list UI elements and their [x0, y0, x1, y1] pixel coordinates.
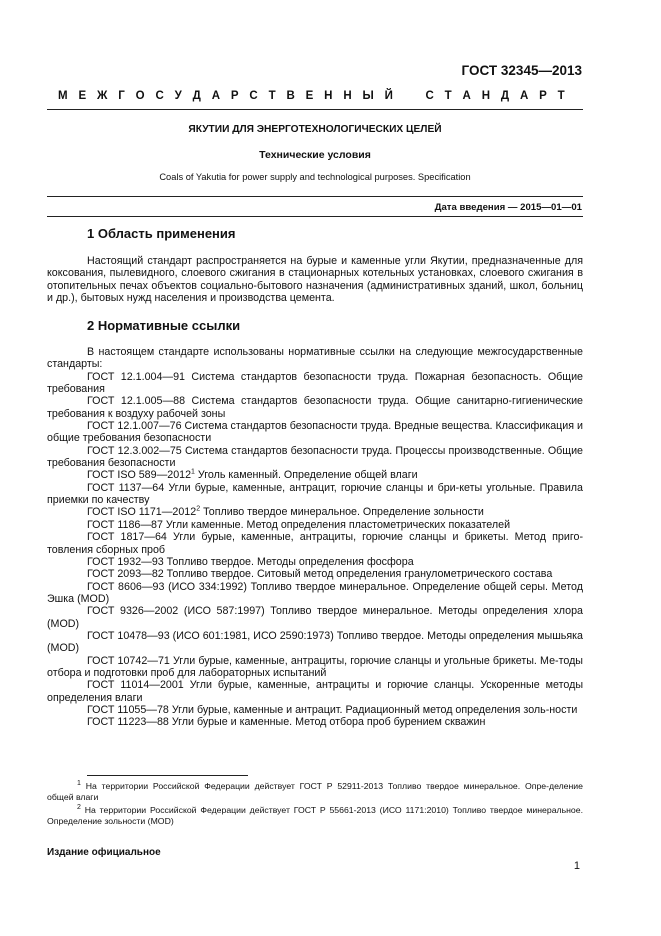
interstate-letter: Р	[539, 90, 547, 102]
reference-item: ГОСТ 1137—64 Угли бурые, каменные, антрацит, горючие сланцы и бри-кеты угольные. Правила приемки по качеству	[47, 481, 583, 507]
interstate-letter: А	[211, 90, 221, 102]
reference-item: ГОСТ 10478—93 (ИСО 601:1981, ИСО 2590:1973) Топливо твердое. Методы определения мышьяка (MOD)	[47, 629, 583, 655]
reference-item	[47, 506, 583, 518]
reference-code: ГОСТ ISO 589—2012	[87, 469, 192, 482]
interstate-letter: Ж	[96, 90, 108, 102]
reference-item: ГОСТ 12.1.004—91 Система стандартов безопасности труда. Пожарная безопасность. Общие требования	[47, 370, 583, 396]
footnote-number: 1	[77, 780, 81, 788]
standard-title-english: Coals of Yakutia for power supply and technological purposes. Specification	[159, 172, 471, 182]
footnote-rule	[87, 775, 248, 776]
page-number: 1	[573, 860, 580, 872]
interstate-letter: Г	[118, 90, 125, 102]
footnote-mark: 1	[191, 468, 195, 476]
reference-item: ГОСТ 1932—93 Топливо твердое. Методы определения фосфора	[87, 555, 414, 568]
reference-item: ГОСТ 10742—71 Угли бурые, каменные, антрациты, горючие сланцы и угольные брикеты. Ме-тоды отбора и подготовки проб для лабораторных испытаний	[47, 654, 583, 679]
reference-code: ГОСТ ISO 1171—2012	[87, 506, 197, 519]
reference-item	[47, 469, 583, 481]
section-1-text: Настоящий стандарт распространяется на бурые и каменные угли Якутии, предназначенные для коксования, пылевидного, слоевого сжигания в стационарных котельных установках, слоевого сжигания в отопительных печах объектов социально-бытового назначения (административных зданий, школ, больниц и др.), бытовых нужд населения и производства цемента.	[47, 255, 583, 305]
interstate-letter: Ы	[362, 90, 374, 102]
footnotes	[47, 781, 583, 829]
reference-item: ГОСТ 1186—87 Угли каменные. Метод определения пластометрических показателей	[87, 518, 511, 531]
interstate-letter: Т	[268, 90, 276, 102]
divider-top	[47, 109, 583, 110]
interstate-standard-heading	[58, 90, 565, 102]
reference-item: ГОСТ 12.1.007—76 Система стандартов безопасности труда. Вредные вещества. Классификация и общие требования безопасности	[47, 420, 583, 445]
standard-title: ЯКУТИИ ДЛЯ ЭНЕРГОТЕХНОЛОГИЧЕСКИХ ЦЕЛЕЙ	[188, 124, 442, 135]
footnote-number: 2	[77, 804, 81, 812]
interstate-letter: А	[519, 90, 529, 102]
interstate-letter: В	[286, 90, 295, 102]
interstate-letter: А	[462, 90, 471, 102]
divider-date	[47, 216, 583, 217]
normative-references-list	[47, 346, 583, 729]
reference-title: Топливо твердое минеральное. Определение зольности	[200, 506, 484, 519]
divider-title	[47, 196, 583, 197]
introduction-date: Дата введения — 2015—01—01	[434, 202, 582, 213]
interstate-letter: Н	[481, 90, 491, 102]
interstate-letter: С	[155, 90, 164, 102]
reference-item: ГОСТ 9326—2002 (ИСО 587:1997) Топливо твердое минеральное. Методы определения хлора (MOD)	[47, 605, 583, 630]
footnote-text: На территории Российской Федерации действует ГОСТ Р 55661-2013 (ИСО 1171:2010) Топливо твердое минеральное. Определение зольности (MOD)	[47, 805, 583, 826]
interstate-letter: Т	[444, 90, 452, 102]
reference-item: ГОСТ 2093—82 Топливо твердое. Ситовый метод определения гранулометрического состава	[87, 568, 553, 581]
interstate-letter: Й	[384, 90, 393, 102]
section-2-heading: 2 Нормативные ссылки	[87, 318, 241, 333]
interstate-letter: Д	[500, 90, 510, 102]
interstate-letter: Н	[324, 90, 333, 102]
reference-item: ГОСТ 12.1.005—88 Система стандартов безопасности труда. Общие санитарно-гигиенические требования к воздуху рабочей зоны	[47, 395, 583, 420]
section-1-heading: 1 Область применения	[87, 226, 236, 241]
document-code: ГОСТ 32345—2013	[461, 63, 582, 78]
interstate-letter: Р	[230, 90, 239, 102]
edition-label: Издание официальное	[47, 847, 161, 858]
reference-item: ГОСТ 1817—64 Угли бурые, каменные, антрациты, горючие сланцы и брикеты. Метод приго-товления сборных проб	[47, 531, 583, 556]
interstate-letter: С	[425, 90, 434, 102]
reference-item: ГОСТ 11014—2001 Угли бурые, каменные, антрациты и горючие сланцы. Ускоренные методы определения влаги	[47, 679, 583, 704]
interstate-letter: С	[249, 90, 258, 102]
interstate-letter: О	[135, 90, 145, 102]
interstate-letter: Т	[557, 90, 565, 102]
footnote-text: На территории Российской Федерации действует ГОСТ Р 52911-2013 Топливо твердое минеральное. Опре-деление общей влаги	[47, 781, 583, 802]
interstate-letter: У	[174, 90, 182, 102]
references-intro: В настоящем стандарте использованы нормативные ссылки на следующие межгосударственные стандарты:	[47, 346, 583, 371]
interstate-letter: Д	[192, 90, 201, 102]
interstate-letter: М	[58, 90, 68, 102]
reference-title: Уголь каменный. Определение общей влаги	[194, 469, 418, 482]
standard-subtitle: Технические условия	[259, 149, 371, 161]
reference-item: ГОСТ 12.3.002—75 Система стандартов безопасности труда. Процессы производственные. Общие требования безопасности	[47, 444, 583, 470]
footnote-item	[47, 781, 583, 803]
reference-item: ГОСТ 8606—93 (ИСО 334:1992) Топливо твердое минеральное. Определение общей серы. Метод Эшка (MOD)	[47, 580, 583, 605]
interstate-letter: Н	[343, 90, 352, 102]
interstate-letter: Е	[78, 90, 87, 102]
footnote-mark: 2	[196, 505, 201, 513]
interstate-letter: Е	[305, 90, 314, 102]
reference-item: ГОСТ 11223—88 Угли бурые и каменные. Метод отбора проб бурением скважин	[87, 716, 486, 729]
reference-item: ГОСТ 11055—78 Угли бурые, каменные и антрацит. Радиационный метод определения золь-ности	[87, 703, 578, 716]
footnote-item	[47, 805, 583, 827]
